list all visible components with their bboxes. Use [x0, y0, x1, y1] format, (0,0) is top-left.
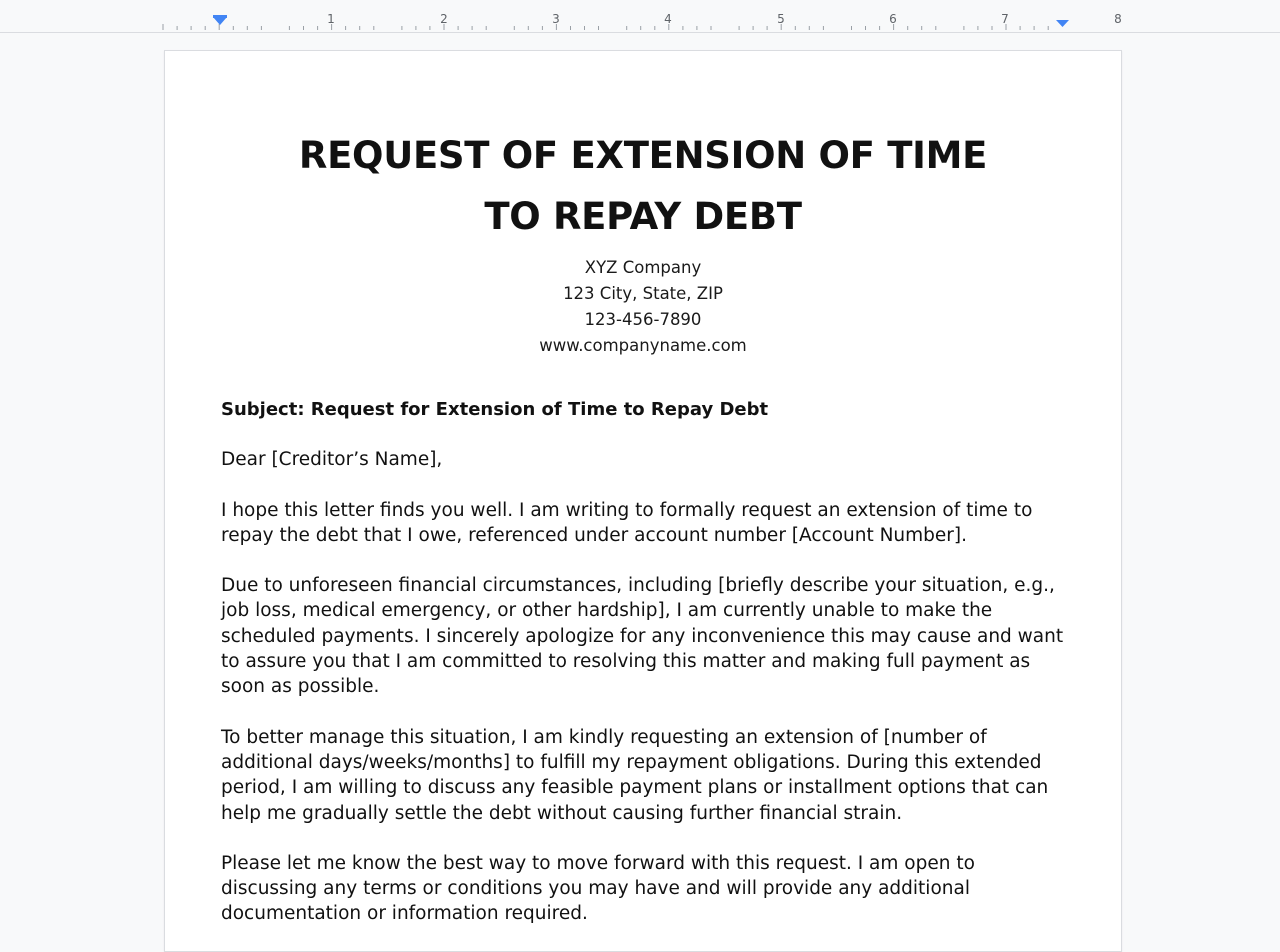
letter-body[interactable]	[221, 397, 1081, 952]
paragraph-line: Please let me know the best way to move forward with this request. I am open to	[221, 852, 975, 874]
paragraph-2	[221, 573, 1081, 699]
ruler-number-1: 1	[327, 12, 335, 26]
paragraph-line: Due to unforeseen financial circumstances, including [briefly describe your situation, e.g.,	[221, 575, 1055, 597]
paragraph-1	[221, 498, 1081, 549]
paragraph-line: documentation or information required.	[221, 903, 588, 925]
document-page[interactable]	[164, 50, 1122, 952]
paragraph-line: to assure you that I am committed to resolving this matter and making full payment as	[221, 651, 1031, 673]
ruler-number-4: 4	[664, 12, 672, 26]
paragraph-line: soon as possible.	[221, 676, 380, 698]
left-indent-marker-icon[interactable]	[213, 17, 227, 25]
paragraph-line: period, I am willing to discuss any feasible payment plans or installment options that can	[221, 777, 1049, 799]
title-line-2: TO REPAY DEBT	[484, 195, 802, 238]
company-website: www.companyname.com	[539, 336, 747, 355]
company-contact-block	[165, 255, 1121, 359]
company-address: 123 City, State, ZIP	[563, 284, 723, 303]
paragraph-line: help me gradually settle the debt without causing further financial strain.	[221, 802, 903, 824]
paragraph-line: discussing any terms or conditions you may have and will provide any additional	[221, 878, 970, 900]
first-line-indent-marker-icon[interactable]	[213, 15, 227, 18]
company-phone: 123-456-7890	[584, 310, 702, 329]
paragraph-line: job loss, medical emergency, or other hardship], I am currently unable to make the	[221, 600, 993, 622]
ruler-ticks	[0, 0, 1280, 32]
paragraph-3	[221, 725, 1081, 826]
company-name: XYZ Company	[584, 258, 702, 277]
paragraph-line: To better manage this situation, I am kindly requesting an extension of [number of	[221, 726, 987, 748]
ruler-number-5: 5	[777, 12, 785, 26]
right-indent-marker-icon[interactable]	[1056, 20, 1069, 27]
paragraph-line: scheduled payments. I sincerely apologize for any inconvenience this may cause and want	[221, 625, 1064, 647]
salutation: Dear [Creditor’s Name],	[221, 449, 443, 471]
paragraph-line: I hope this letter finds you well. I am writing to formally request an extension of time to	[221, 499, 1033, 521]
title-line-1: REQUEST OF EXTENSION OF TIME	[298, 134, 988, 177]
document-title	[165, 125, 1121, 247]
ruler-number-3: 3	[552, 12, 560, 26]
ruler-number-6: 6	[889, 12, 897, 26]
subject-line: Subject: Request for Extension of Time to Repay Debt	[221, 399, 769, 420]
ruler-number-8: 8	[1114, 12, 1122, 26]
ruler-number-7: 7	[1001, 12, 1009, 26]
paragraph-4	[221, 851, 1081, 927]
paragraph-line: repay the debt that I owe, referenced under account number [Account Number].	[221, 524, 968, 546]
paragraph-line: additional days/weeks/months] to fulfill my repayment obligations. During this extended	[221, 751, 1042, 773]
horizontal-ruler[interactable]	[0, 0, 1280, 33]
ruler-number-2: 2	[440, 12, 448, 26]
